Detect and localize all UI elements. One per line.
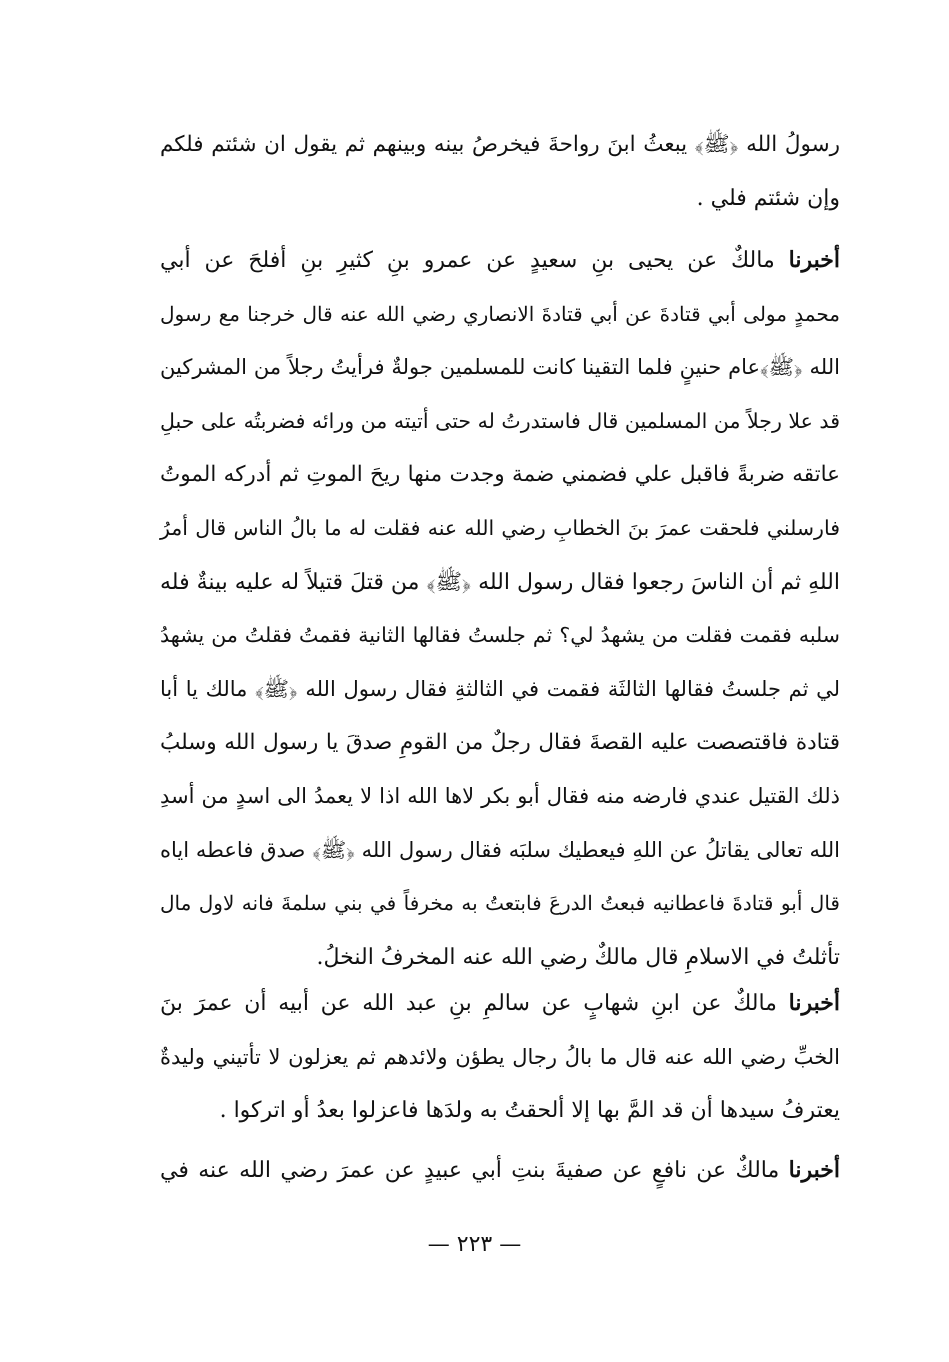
text-line-content: مالكٌ عن نافعٍ عن صفيةَ بنتِ أبي عبيدٍ عن عمرَ رضي الله عنه في	[160, 1158, 780, 1183]
text-line: الله ﴿ﷺ﴾عام حنينٍ فلما التقينا كانت للمسلمين جولةٌ فرأيتُ رجلاً من المشركين	[160, 355, 840, 380]
text-line-content: مالكٌ عن يحيى بنِ سعيدٍ عن عمرو بنِ كثيرِ بنِ أفلحَ عن أبي	[160, 248, 775, 273]
text-line: الله تعالى يقاتلُ عن اللهِ فيعطيك سلبَه فقال رسول الله ﴿ﷺ﴾ صدق فاعطه اياه	[160, 837, 841, 862]
text-line: الخبِّ رضي الله عنه قال ما بالُ رجال يطؤن ولائدهم ثم يعزلون لا تأتيني وليدةٌ	[160, 1044, 840, 1069]
text-line: ذلك القتيل عندي فارضه منه فقال أبو بكر لاها الله اذا لا يعمدُ الى اسدٍ من أسدِ	[160, 783, 840, 808]
text-line: لي ثم جلستُ فقالها الثالثَة فقمت في الثالثةِ فقال رسول الله ﴿ﷺ﴾ مالك يا أبا	[160, 676, 840, 701]
text-line: عاتقه ضربةً فاقبل علي فضمني ضمة وجدت منها ريحَ الموتِ ثم أدركه الموتُ	[160, 462, 840, 488]
text-line: قال أبو قتادةَ فاعطانيه فبعتُ الدرعَ فابتعتُ به مخرفاً في بني سلمةَ فانه لاول مال	[160, 891, 840, 916]
text-line: فارسلني فلحقت عمرَ بنَ الخطابِ رضي الله عنه فقلت له ما بالُ الناس قال أمرُ	[160, 515, 840, 540]
paragraph-lead-word: أخبرنا	[788, 990, 840, 1016]
text-line: اللهِ ثم أن الناسَ رجعوا فقال رسول الله ﴿ﷺ﴾ من قتلَ قتيلاً له عليه بينةٌ فله	[160, 569, 840, 595]
paragraph-lead-word: أخبرنا	[788, 247, 840, 273]
text-line: رسولُ الله ﴿ﷺ﴾ يبعثُ ابنَ رواحةَ فيخرصُ بينه وبينهم ثم يقول ان شئتم فلكم	[160, 132, 840, 157]
paragraph-4	[160, 1144, 840, 1198]
text-line: سلبه فقمت فقلت من يشهدُ لي؟ ثم جلستُ فقالها الثانية فقمتُ فقلتُ من يشهدُ	[160, 623, 840, 648]
text-line	[160, 234, 840, 288]
paragraph-3	[160, 977, 840, 1138]
text-line-content: مالكٌ عن ابنِ شهابٍ عن سالمِ بنِ عبد الله عن أبيه أن عمرَ بنَ	[160, 991, 777, 1016]
text-line	[160, 977, 840, 1031]
text-line: قد علا رجلاً من المسلمين قال فاستدرتُ له حتى أتيته من ورائه فضربتُه على حبلِ	[160, 408, 840, 433]
paragraph-lead-word: أخبرنا	[788, 1157, 840, 1183]
text-line: محمدٍ مولى أبي قتادةَ عن أبي قتادةَ الانصاري رضي الله عنه قال خرجنا مع رسول	[160, 301, 840, 326]
text-line: يعترفُ سيدها أن قد المَّ بها إلا ألحقتُ به ولدَها فاعزلوا بعدُ أو اتركوا .	[219, 1098, 840, 1124]
text-line: قتادة فاقتصصت عليه القصةَ فقال رجلٌ من القومِ صدقَ يا رسول الله وسلبُ	[160, 730, 840, 756]
paragraph-1	[160, 118, 840, 225]
text-line: تأثلتُ في الاسلامِ قال مالكٌ رضي الله عنه المخرفُ النخلُ.	[316, 944, 840, 970]
page-number: — ٢٢٣ —	[427, 1232, 522, 1257]
text-line: وإن شئتم فلي .	[696, 185, 840, 211]
paragraph-2	[160, 234, 840, 984]
text-line	[160, 1144, 840, 1198]
